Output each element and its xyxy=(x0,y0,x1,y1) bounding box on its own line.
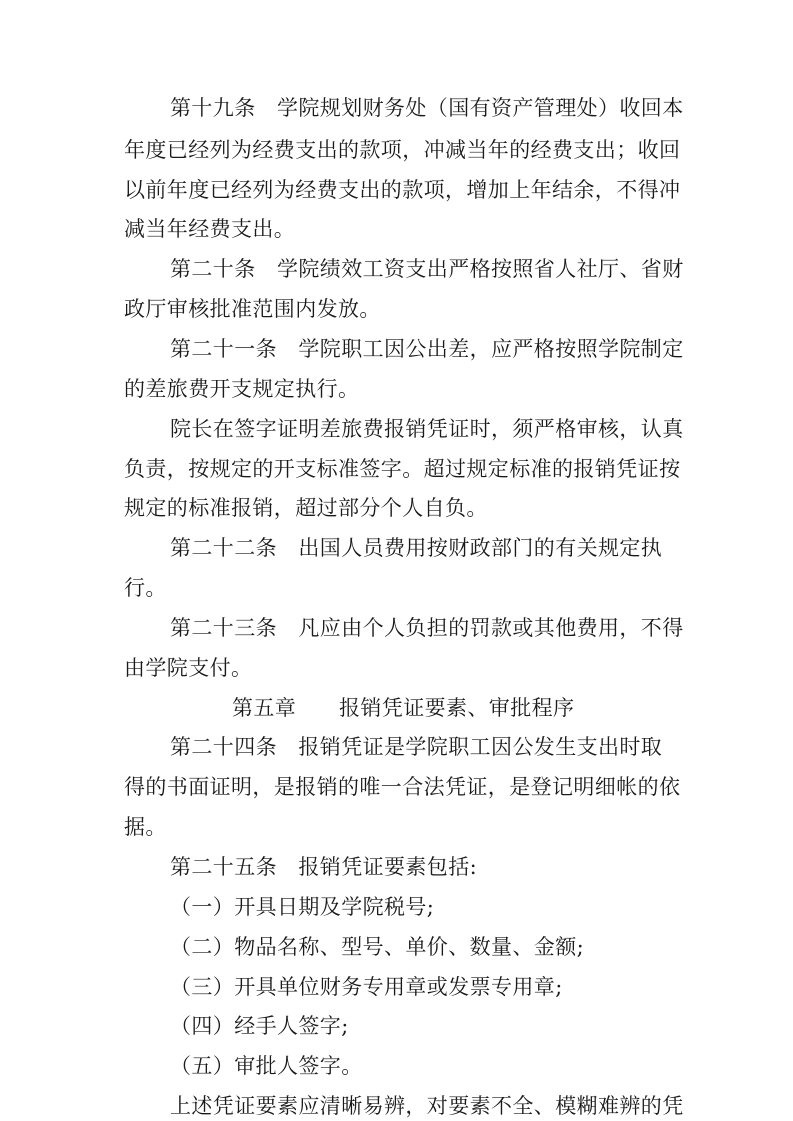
paragraph-line: 得的书面证明，是报销的唯一合法凭证，是登记明细帐的依 xyxy=(124,775,681,800)
paragraph-line: 第二十一条 学院职工因公出差，应严格按照学院制定 xyxy=(170,337,684,361)
list-item: （一）开具日期及学院税号; xyxy=(170,894,435,919)
paragraph-line: 规定的标准报销，超过部分个人自负。 xyxy=(124,496,488,521)
list-item: （三）开具单位财务专用章或发票专用章; xyxy=(170,974,563,999)
paragraph-line: 年度已经列为经费支出的款项，冲减当年的经费支出；收回 xyxy=(124,137,681,162)
paragraph-line: 第二十条 学院绩效工资支出严格按照省人社厅、省财 xyxy=(170,257,684,282)
chapter-heading: 第五章 报销凭证要素、审批程序 xyxy=(232,695,575,720)
paragraph-line: 的差旅费开支规定执行。 xyxy=(124,376,360,401)
paragraph-line: 据。 xyxy=(124,815,167,840)
paragraph-line: 第二十三条 凡应由个人负担的罚款或其他费用，不得 xyxy=(170,615,684,640)
paragraph-line: 由学院支付。 xyxy=(124,655,253,680)
paragraph-line: 以前年度已经列为经费支出的款项，增加上年结余，不得冲 xyxy=(124,177,681,202)
paragraph-line: 政厅审核批准范围内发放。 xyxy=(124,297,381,322)
paragraph-line: 负责，按规定的开支标准签字。超过规定标准的报销凭证按 xyxy=(124,456,681,481)
paragraph-line: 院长在签字证明差旅费报销凭证时，须严格审核，认真 xyxy=(170,416,684,441)
paragraph-line: 减当年经费支出。 xyxy=(124,217,296,242)
list-item: （五）审批人签字。 xyxy=(170,1054,363,1079)
paragraph-line: 第二十四条 报销凭证是学院职工因公发生支出时取 xyxy=(170,735,663,760)
paragraph-line: 第十九条 学院规划财务处（国有资产管理处）收回本 xyxy=(170,96,684,120)
paragraph-line: 第二十五条 报销凭证要素包括: xyxy=(170,854,478,879)
paragraph-line: 上述凭证要素应清晰易辨，对要素不全、模糊难辨的凭 xyxy=(170,1094,684,1118)
paragraph-line: 行。 xyxy=(124,576,167,600)
list-item: （四）经手人签字; xyxy=(170,1014,349,1039)
paragraph-line: 第二十二条 出国人员费用按财政部门的有关规定执 xyxy=(170,536,663,561)
list-item: （二）物品名称、型号、单价、数量、金额; xyxy=(170,934,585,959)
